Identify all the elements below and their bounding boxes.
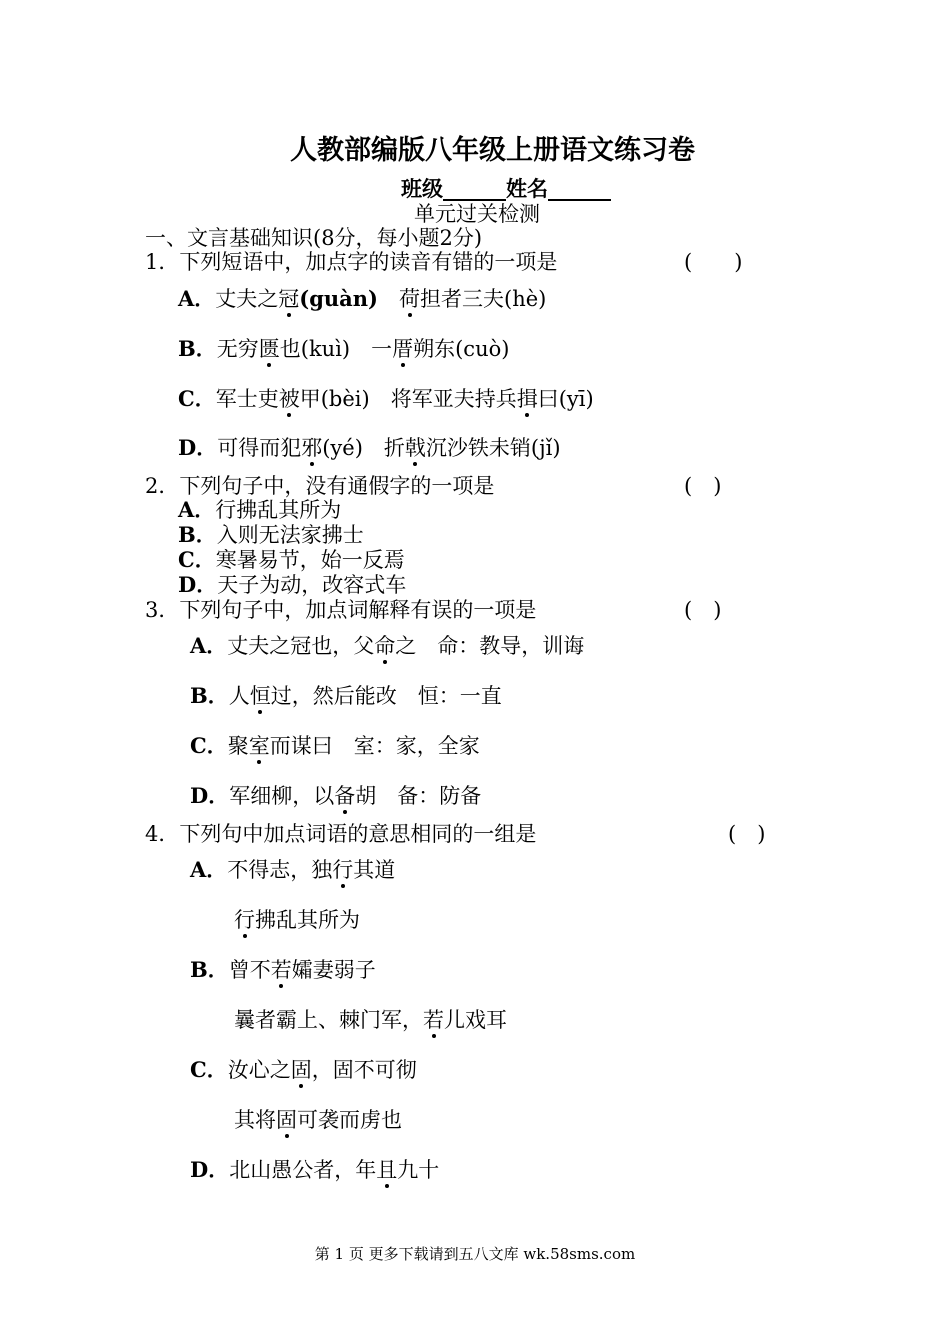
question-2-option-c: C．寒暑易节，始一反焉	[178, 547, 405, 572]
dotted-character: 命	[374, 634, 396, 658]
question-4-option-d-line-1: D．北山愚公者，年且九十	[190, 1157, 440, 1182]
question-1-option-d: D．可得而犯邪(yé) 折戟沉沙铁未销(jǐ)	[178, 435, 561, 460]
dotted-character: 备	[334, 784, 356, 808]
option-label: A．	[178, 497, 216, 522]
option-label: C．	[190, 733, 228, 758]
dotted-character: 邪	[301, 436, 323, 460]
question-3-stem: 3．下列句子中，加点词解释有误的一项是	[145, 598, 537, 622]
option-label: B．	[178, 522, 217, 547]
question-3-option-d: D．军细柳，以备胡 备：防备	[190, 783, 482, 808]
dotted-character: 戟	[404, 436, 426, 460]
page-subtitle: 单元过关检测	[414, 202, 540, 226]
dotted-character: 固	[276, 1108, 297, 1132]
question-1-option-c: C．军士吏被甲(bèi) 将军亚夫持兵揖曰(yī)	[178, 386, 594, 411]
option-label: C．	[178, 547, 216, 572]
question-2-stem: 2．下列句子中，没有通假字的一项是	[145, 474, 495, 498]
dotted-character: 固	[290, 1058, 312, 1082]
question-1-option-b: B．无穷匮也(kuì) 一厝朔东(cuò)	[178, 336, 510, 361]
question-3-answer-blank: ( )	[684, 598, 722, 622]
question-4-option-a-line-1: A．不得志，独行其道	[190, 857, 396, 882]
question-1-stem: 1．下列短语中，加点字的读音有错的一项是	[145, 250, 558, 274]
dotted-character: 若	[270, 958, 292, 982]
dotted-character: 且	[376, 1158, 398, 1182]
question-4-option-b-line-1: B．曾不若孀妻弱子	[190, 957, 376, 982]
dotted-character: 冠	[278, 287, 300, 311]
option-label: D．	[190, 1157, 230, 1182]
question-1-option-a: A．丈夫之冠(guàn) 荷担者三夫(hè)	[178, 286, 547, 311]
dotted-character: 若	[423, 1008, 444, 1032]
question-2-option-d: D．天子为动，改容式车	[178, 572, 407, 597]
question-3-option-c: C．聚室而谋曰 室：家，全家	[190, 733, 480, 758]
class-name-line: 班级______姓名______	[401, 176, 611, 201]
dotted-character: 室	[248, 734, 270, 758]
dotted-character: 恒	[249, 684, 271, 708]
dotted-character: 揖	[516, 387, 538, 411]
option-label: C．	[178, 386, 216, 411]
question-4-option-a-line-2: 行拂乱其所为	[234, 908, 360, 932]
question-2-option-a: A．行拂乱其所为	[178, 497, 342, 522]
option-label: D．	[178, 572, 218, 597]
dotted-character: 厝	[392, 337, 414, 361]
question-4-stem: 4．下列句中加点词语的意思相同的一组是	[145, 822, 537, 846]
dotted-character: 匮	[258, 337, 280, 361]
question-2-answer-blank: ( )	[684, 474, 722, 498]
question-4-option-b-line-2: 曩者霸上、棘门军，若儿戏耳	[234, 1008, 507, 1032]
question-4-option-c-line-1: C．汝心之固，固不可彻	[190, 1057, 417, 1082]
dotted-character: 行	[234, 908, 255, 932]
dotted-character: 荷	[399, 287, 420, 311]
option-label: A．	[190, 633, 228, 658]
option-label: B．	[178, 336, 217, 361]
question-2-option-b: B．入则无法家拂士	[178, 522, 364, 547]
question-1-answer-blank: ( )	[684, 250, 743, 274]
option-label: D．	[178, 435, 218, 460]
option-label: D．	[190, 783, 230, 808]
option-label: A．	[190, 857, 228, 882]
question-4-option-c-line-2: 其将固可袭而虏也	[234, 1108, 402, 1132]
section-heading: 一、文言基础知识(8分，每小题2分)	[145, 226, 483, 250]
dotted-character: 被	[278, 387, 300, 411]
question-3-option-a: A．丈夫之冠也，父命之 命：教导，训诲	[190, 633, 585, 658]
option-label: C．	[190, 1057, 228, 1082]
dotted-character: 行	[332, 858, 354, 882]
question-4-answer-blank: ( )	[728, 822, 766, 846]
page-title: 人教部编版八年级上册语文练习卷	[290, 135, 695, 166]
option-label: B．	[190, 683, 229, 708]
question-3-option-b: B．人恒过，然后能改 恒：一直	[190, 683, 502, 708]
page-footer: 第 1 页 更多下载请到五八文库 wk.58sms.com	[314, 1245, 636, 1263]
option-label: A．	[178, 286, 216, 311]
option-label: B．	[190, 957, 229, 982]
